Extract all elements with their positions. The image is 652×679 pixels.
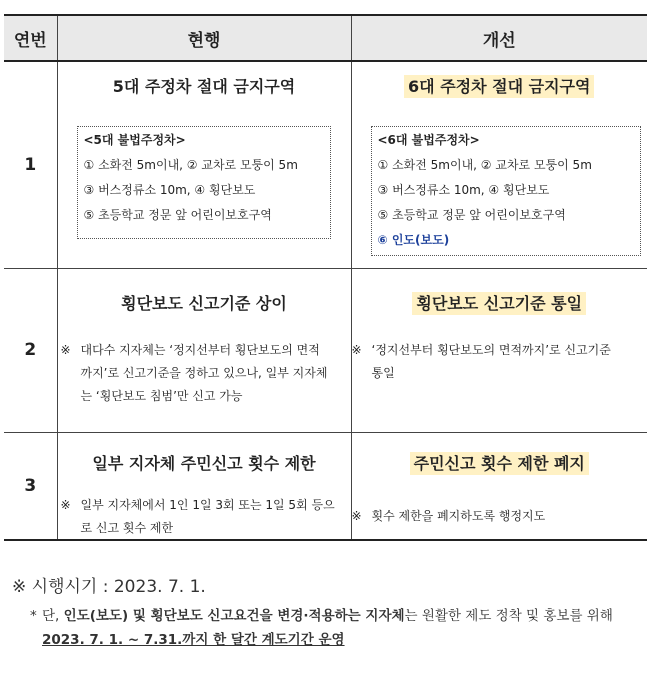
note-mark: ※: [60, 342, 71, 357]
box-title: <6대 불법주정차>: [377, 133, 480, 147]
note-line: 통일: [371, 365, 395, 380]
current-note: [61, 339, 347, 408]
improved-title: 주민신고 횟수 제한 폐지: [352, 451, 648, 474]
box-line: ⑤ 초등학교 정문 앞 어린이보호구역: [83, 208, 272, 222]
current-title: 일부 지자체 주민신고 횟수 제한: [92, 453, 316, 473]
current-cell: [57, 268, 351, 432]
improved-title: 횡단보도 신고기준 통일: [352, 291, 648, 314]
footer-note: [30, 604, 642, 652]
note-line: 대다수 지자체는 ‘정지선부터 횡단보도의 면적: [80, 342, 320, 357]
current-rule-box: [77, 126, 331, 239]
improved-cell: [351, 268, 647, 432]
note-mark: ※: [351, 342, 362, 357]
note-emphasis: 인도(보도) 및 횡단보도 신고요건을 변경·적용하는 지자체: [63, 608, 405, 624]
note-line: 로 신고 횟수 제한: [80, 520, 174, 535]
table-row: [4, 268, 647, 432]
note-mark: ※: [60, 497, 71, 512]
header-improved: 개선: [351, 15, 647, 61]
box-title: <5대 불법주정차>: [83, 133, 186, 147]
current-cell: [57, 61, 351, 268]
improved-cell: [351, 432, 647, 540]
box-line: ③ 버스정류소 10m, ④ 횡단보도: [377, 183, 550, 197]
box-line: ① 소화전 5m이내, ② 교차로 모퉁이 5m: [377, 158, 592, 172]
row-number: 3: [4, 432, 57, 540]
note-line: 는 ‘횡단보도 침범’만 신고 가능: [80, 388, 243, 403]
improved-note: [352, 339, 644, 385]
current-title: 횡단보도 신고기준 상이: [121, 293, 287, 313]
note-period: 2023. 7. 1. ~ 7.31.까지 한 달간 계도기간 운영: [42, 632, 345, 648]
footnote-star: *: [30, 608, 37, 624]
current-title: 5대 주정차 절대 금지구역: [112, 77, 296, 96]
row-number: 2: [4, 268, 57, 432]
box-added-line: ⑥ 인도(보도): [377, 233, 450, 247]
table-header-row: [4, 15, 647, 61]
table-row: [4, 432, 647, 540]
box-line: ③ 버스정류소 10m, ④ 횡단보도: [83, 183, 256, 197]
note-text: 는 원활한 제도 정착 및 홍보를 위해: [404, 608, 613, 624]
improved-title: 6대 주정차 절대 금지구역: [352, 74, 648, 97]
header-number: 연번: [4, 15, 57, 61]
note-text: 단,: [42, 608, 64, 624]
policy-comparison-table: [4, 14, 647, 541]
box-line: ① 소화전 5m이내, ② 교차로 모퉁이 5m: [83, 158, 298, 172]
current-cell: [57, 432, 351, 540]
note-line: ‘정지선부터 횡단보도의 면적까지’로 신고기준: [371, 342, 611, 357]
current-note: [61, 494, 347, 540]
improved-note: [352, 505, 644, 528]
note-mark: ※: [351, 508, 362, 523]
effective-date: ※ 시행시기 : 2023. 7. 1.: [12, 577, 206, 597]
row-number: 1: [4, 61, 57, 268]
note-line: 횟수 제한을 폐지하도록 행정지도: [371, 508, 546, 523]
note-line: 까지’로 신고기준을 정하고 있으나, 일부 지자체: [80, 365, 328, 380]
box-line: ⑤ 초등학교 정문 앞 어린이보호구역: [377, 208, 566, 222]
improved-rule-box: [371, 126, 641, 256]
note-line: 일부 지자체에서 1인 1일 3회 또는 1일 5회 등으: [80, 497, 335, 512]
table-row: [4, 61, 647, 268]
improved-cell: [351, 61, 647, 268]
header-current: 현행: [57, 15, 351, 61]
